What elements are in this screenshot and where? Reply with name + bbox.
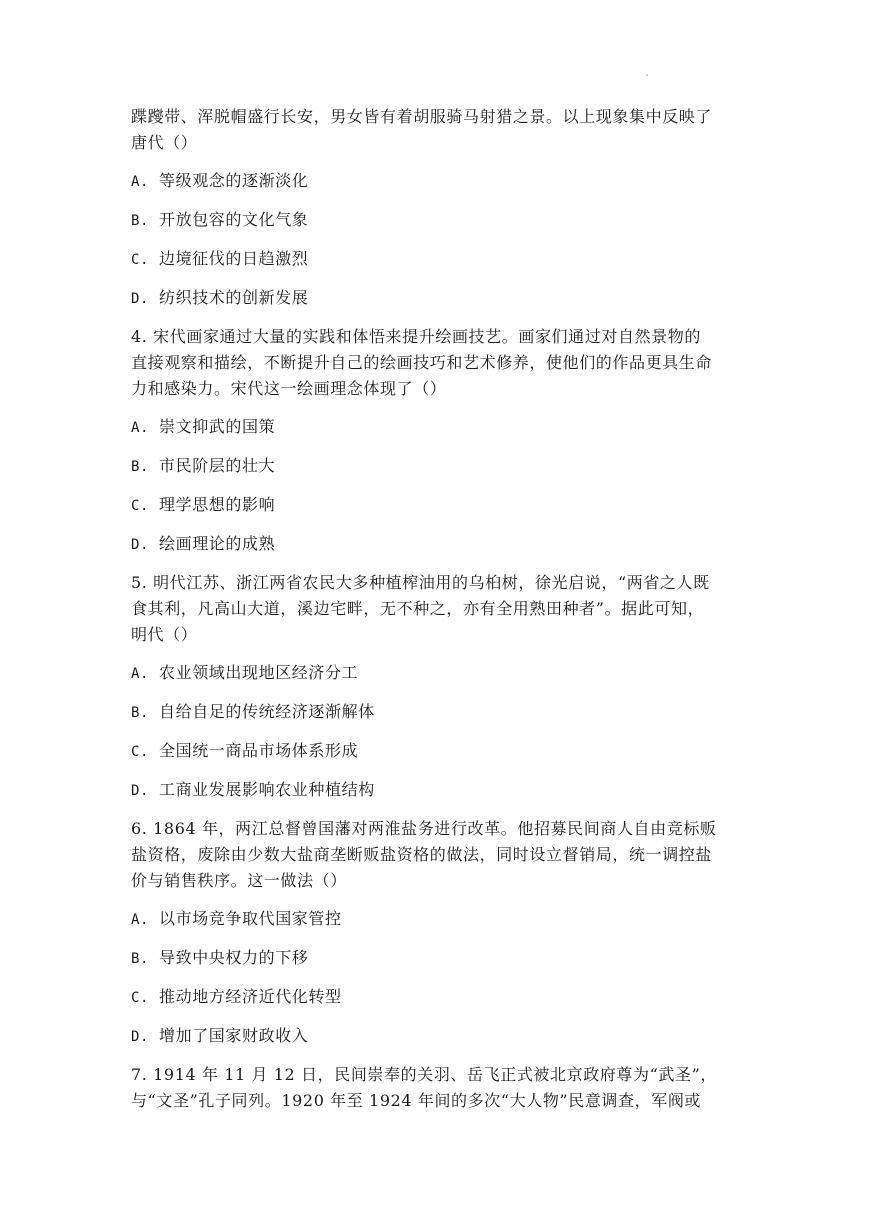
question-7-stem — [131, 1062, 741, 1114]
option-text: 等级观念的逐渐淡化 — [159, 171, 309, 190]
option-text: 崇文抑武的国策 — [159, 417, 276, 436]
option-text: 自给自足的传统经济逐渐解体 — [159, 702, 375, 721]
question-4-option-c — [131, 492, 741, 519]
option-text: 边境征伐的日趋激烈 — [159, 249, 309, 268]
option-letter: D. — [131, 291, 150, 307]
question-6-option-a — [131, 906, 741, 933]
question-5-line: 食其利，凡高山大道，溪边宅畔，无不种之，亦有全用熟田种者”。据此可知， — [131, 599, 705, 618]
question-3-line: 蹀躞带、浑脱帽盛行长安，男女皆有着胡服骑马射猎之景。以上现象集中反映了 — [131, 107, 713, 126]
option-text: 纺织技术的创新发展 — [159, 288, 309, 307]
question-7-line: 7. 1914 年 11 月 12 日，民间崇奉的关羽、岳飞正式被北京政府尊为“武圣”， — [131, 1065, 717, 1084]
option-letter: D. — [131, 1029, 150, 1045]
question-5-stem — [131, 570, 741, 648]
option-letter: D. — [131, 537, 150, 553]
option-letter: C. — [131, 990, 150, 1006]
option-text: 增加了国家财政收入 — [159, 1026, 309, 1045]
option-text: 农业领域出现地区经济分工 — [159, 663, 359, 682]
option-text: 开放包容的文化气象 — [159, 210, 309, 229]
question-4-option-b — [131, 453, 741, 480]
question-3-option-b — [131, 207, 741, 234]
question-list — [131, 104, 741, 1126]
question-3-line: 唐代（） — [131, 133, 198, 152]
option-letter: A. — [131, 666, 150, 682]
question-4-stem — [131, 324, 741, 402]
question-5-option-d — [131, 777, 741, 804]
question-5-option-a — [131, 660, 741, 687]
question-6-option-d — [131, 1023, 741, 1050]
question-6-line: 盐资格，废除由少数大盐商垄断贩盐资格的做法，同时设立督销局，统一调控盐 — [131, 845, 713, 864]
option-letter: A. — [131, 174, 150, 190]
question-5-line: 明代（） — [131, 625, 198, 644]
question-5-line: 5. 明代江苏、浙江两省农民大多种植榨油用的乌桕树，徐光启说，“两省之人既 — [131, 573, 710, 592]
option-text: 推动地方经济近代化转型 — [159, 987, 342, 1006]
option-text: 导致中央权力的下移 — [159, 948, 309, 967]
question-4-option-a — [131, 414, 741, 441]
option-text: 全国统一商品市场体系形成 — [159, 741, 359, 760]
option-letter: B. — [131, 705, 150, 721]
option-letter: B. — [131, 459, 150, 475]
question-4-line: 4. 宋代画家通过大量的实践和体悟来提升绘画技艺。画家们通过对自然景物的 — [131, 327, 701, 346]
option-letter: A. — [131, 420, 150, 436]
question-3-option-a — [131, 168, 741, 195]
option-text: 工商业发展影响农业种植结构 — [159, 780, 375, 799]
question-4-line: 力和感染力。宋代这一绘画理念体现了（） — [131, 379, 447, 398]
option-letter: C. — [131, 498, 150, 514]
question-4-option-d — [131, 531, 741, 558]
question-5-option-b — [131, 699, 741, 726]
option-letter: B. — [131, 951, 150, 967]
question-6-line: 6. 1864 年，两江总督曾国藩对两淮盐务进行改革。他招募民间商人自由竞标贩 — [131, 819, 717, 838]
question-7-line: 与“文圣”孔子同列。1920 年至 1924 年间的多次“大人物”民意调查，军阀或 — [131, 1091, 702, 1110]
question-6-line: 价与销售秩序。这一做法（） — [131, 871, 347, 890]
question-3-option-d — [131, 285, 741, 312]
option-letter: B. — [131, 213, 150, 229]
option-text: 绘画理论的成熟 — [159, 534, 276, 553]
option-letter: A. — [131, 912, 150, 928]
option-letter: C. — [131, 252, 150, 268]
question-6-option-c — [131, 984, 741, 1011]
option-text: 理学思想的影响 — [159, 495, 276, 514]
question-3-stem — [131, 104, 741, 156]
question-4-line: 直接观察和描绘，不断提升自己的绘画技巧和艺术修养，使他们的作品更具生命 — [131, 353, 713, 372]
question-5-option-c — [131, 738, 741, 765]
question-3-option-c — [131, 246, 741, 273]
option-text: 以市场竞争取代国家管控 — [159, 909, 342, 928]
scan-speck — [646, 74, 648, 76]
option-letter: C. — [131, 744, 150, 760]
option-text: 市民阶层的壮大 — [159, 456, 276, 475]
option-letter: D. — [131, 783, 150, 799]
question-6-option-b — [131, 945, 741, 972]
question-6-stem — [131, 816, 741, 894]
